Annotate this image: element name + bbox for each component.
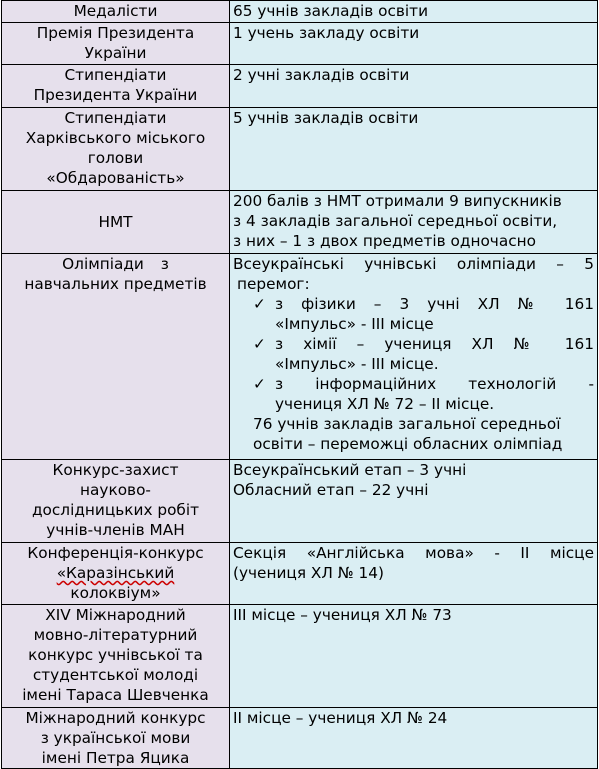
row-label-line: колоквіум» bbox=[70, 584, 161, 602]
row-label-line: навчальних предметів bbox=[24, 275, 207, 293]
list-item-line: «Імпульс» - ІІІ місце bbox=[275, 315, 434, 333]
row-label-line: імені Тараса Шевченка bbox=[22, 686, 209, 704]
row-label-line: Харківського міського bbox=[25, 129, 206, 147]
spellcheck-underlined-text: «Каразінський bbox=[56, 564, 175, 582]
list-item-line: з фізики – 3 учні ХЛ № 161 bbox=[275, 295, 594, 313]
row-value-line: 65 учнів закладів освіти bbox=[233, 2, 429, 20]
row-value-line: 1 учень закладу освіти bbox=[233, 24, 420, 42]
table-row bbox=[2, 1, 598, 23]
row-value-cell bbox=[230, 23, 598, 65]
table-row bbox=[2, 460, 598, 543]
olympiad-outro-line: 76 учнів закладів загальної середньої bbox=[253, 415, 561, 433]
row-label-line: XIV Міжнародний bbox=[45, 606, 186, 624]
olympiad-intro-line: Всеукраїнські учнівські олімпіади – 5 bbox=[233, 255, 594, 273]
row-label-cell bbox=[2, 23, 230, 65]
row-value-cell bbox=[230, 543, 598, 605]
list-item bbox=[253, 294, 594, 334]
table-row bbox=[2, 543, 598, 605]
row-value-line: (учениця ХЛ № 14) bbox=[233, 564, 384, 582]
row-label-line: Олімпіади з bbox=[62, 255, 169, 273]
row-label-line: з української мови bbox=[40, 729, 191, 747]
row-label-line: Стипендіати bbox=[64, 66, 167, 84]
table-row bbox=[2, 605, 598, 708]
row-label-line: Міжнародний конкурс bbox=[25, 709, 206, 727]
list-item bbox=[253, 374, 594, 414]
row-label-line: Конференція-конкурс bbox=[27, 544, 204, 562]
row-value-line: Секція «Англійська мова» - ІІ місце bbox=[233, 544, 594, 562]
list-item-line: з інформаційних технологій - bbox=[275, 375, 594, 393]
row-value-line: 2 учні закладів освіти bbox=[233, 66, 410, 84]
row-value-line: 200 балів з НМТ отримали 9 випускників bbox=[233, 192, 562, 210]
row-label-line: Медалісти bbox=[73, 2, 158, 20]
row-value-cell bbox=[230, 605, 598, 708]
row-value-line: з 4 закладів загальної середньої освіти, bbox=[233, 212, 558, 230]
checkmark-icon: ✓ bbox=[253, 375, 266, 393]
table-row bbox=[2, 254, 598, 460]
row-label-line: дослідницьких робіт bbox=[31, 501, 200, 519]
row-label-line: науково- bbox=[80, 481, 151, 499]
row-label-line: учнів-членів МАН bbox=[46, 521, 185, 539]
row-value-cell bbox=[230, 460, 598, 543]
row-value-line: ІІ місце – учениця ХЛ № 24 bbox=[233, 709, 448, 727]
checkmark-icon: ✓ bbox=[253, 335, 266, 353]
list-item-line: учениця ХЛ № 72 – ІІ місце. bbox=[275, 395, 495, 413]
table-row bbox=[2, 65, 598, 108]
row-value-line: Обласний етап – 22 учні bbox=[233, 481, 429, 499]
row-label-line: голови bbox=[87, 149, 144, 167]
row-value-cell bbox=[230, 1, 598, 23]
row-value-cell bbox=[230, 65, 598, 108]
row-label-line: Президента України bbox=[33, 86, 198, 104]
row-label-cell bbox=[2, 460, 230, 543]
row-value-line: ІІІ місце – учениця ХЛ № 73 bbox=[233, 606, 452, 624]
table-row bbox=[2, 191, 598, 254]
row-label-line: Стипендіати bbox=[64, 109, 167, 127]
table-row bbox=[2, 23, 598, 65]
list-item bbox=[253, 334, 594, 374]
row-value-line: з них – 1 з двох предметів одночасно bbox=[233, 232, 536, 250]
row-label-line: НМТ bbox=[98, 213, 133, 231]
row-label-line: України bbox=[84, 44, 147, 62]
row-label-cell bbox=[2, 254, 230, 460]
olympiad-intro-line: перемог: bbox=[237, 275, 310, 293]
row-label-line: конкурс учнівської та bbox=[28, 646, 203, 664]
list-item-line: «Імпульс» - ІІІ місце. bbox=[275, 355, 439, 373]
list-item-line: з хімії – учениця ХЛ № 161 bbox=[275, 335, 594, 353]
row-label-cell bbox=[2, 1, 230, 23]
row-value-cell bbox=[230, 191, 598, 254]
row-label-cell bbox=[2, 543, 230, 605]
row-value-line: 5 учнів закладів освіти bbox=[233, 109, 419, 127]
row-label-cell bbox=[2, 108, 230, 191]
table-row bbox=[2, 708, 598, 769]
row-label-line: студентської молоді bbox=[32, 666, 199, 684]
row-value-line: Всеукраїнський етап – 3 учні bbox=[233, 461, 467, 479]
row-value-cell bbox=[230, 108, 598, 191]
row-label-line bbox=[5, 563, 226, 583]
olympiad-list bbox=[233, 294, 594, 414]
row-label-cell bbox=[2, 708, 230, 769]
achievements-table bbox=[1, 0, 598, 769]
table-row bbox=[2, 108, 598, 191]
row-value-cell bbox=[230, 254, 598, 460]
row-label-cell bbox=[2, 605, 230, 708]
checkmark-icon: ✓ bbox=[253, 295, 266, 313]
row-label-line: Премія Президента bbox=[36, 24, 195, 42]
row-value-cell bbox=[230, 708, 598, 769]
olympiad-outro-line: освіти – переможці обласних олімпіад bbox=[253, 435, 563, 453]
row-label-line: «Обдарованість» bbox=[46, 169, 185, 187]
row-label-cell bbox=[2, 191, 230, 254]
row-label-line: Конкурс-захист bbox=[52, 461, 179, 479]
row-label-cell bbox=[2, 65, 230, 108]
row-label-line: імені Петра Яцика bbox=[41, 749, 190, 767]
row-label-line: мовно-літературний bbox=[33, 626, 198, 644]
